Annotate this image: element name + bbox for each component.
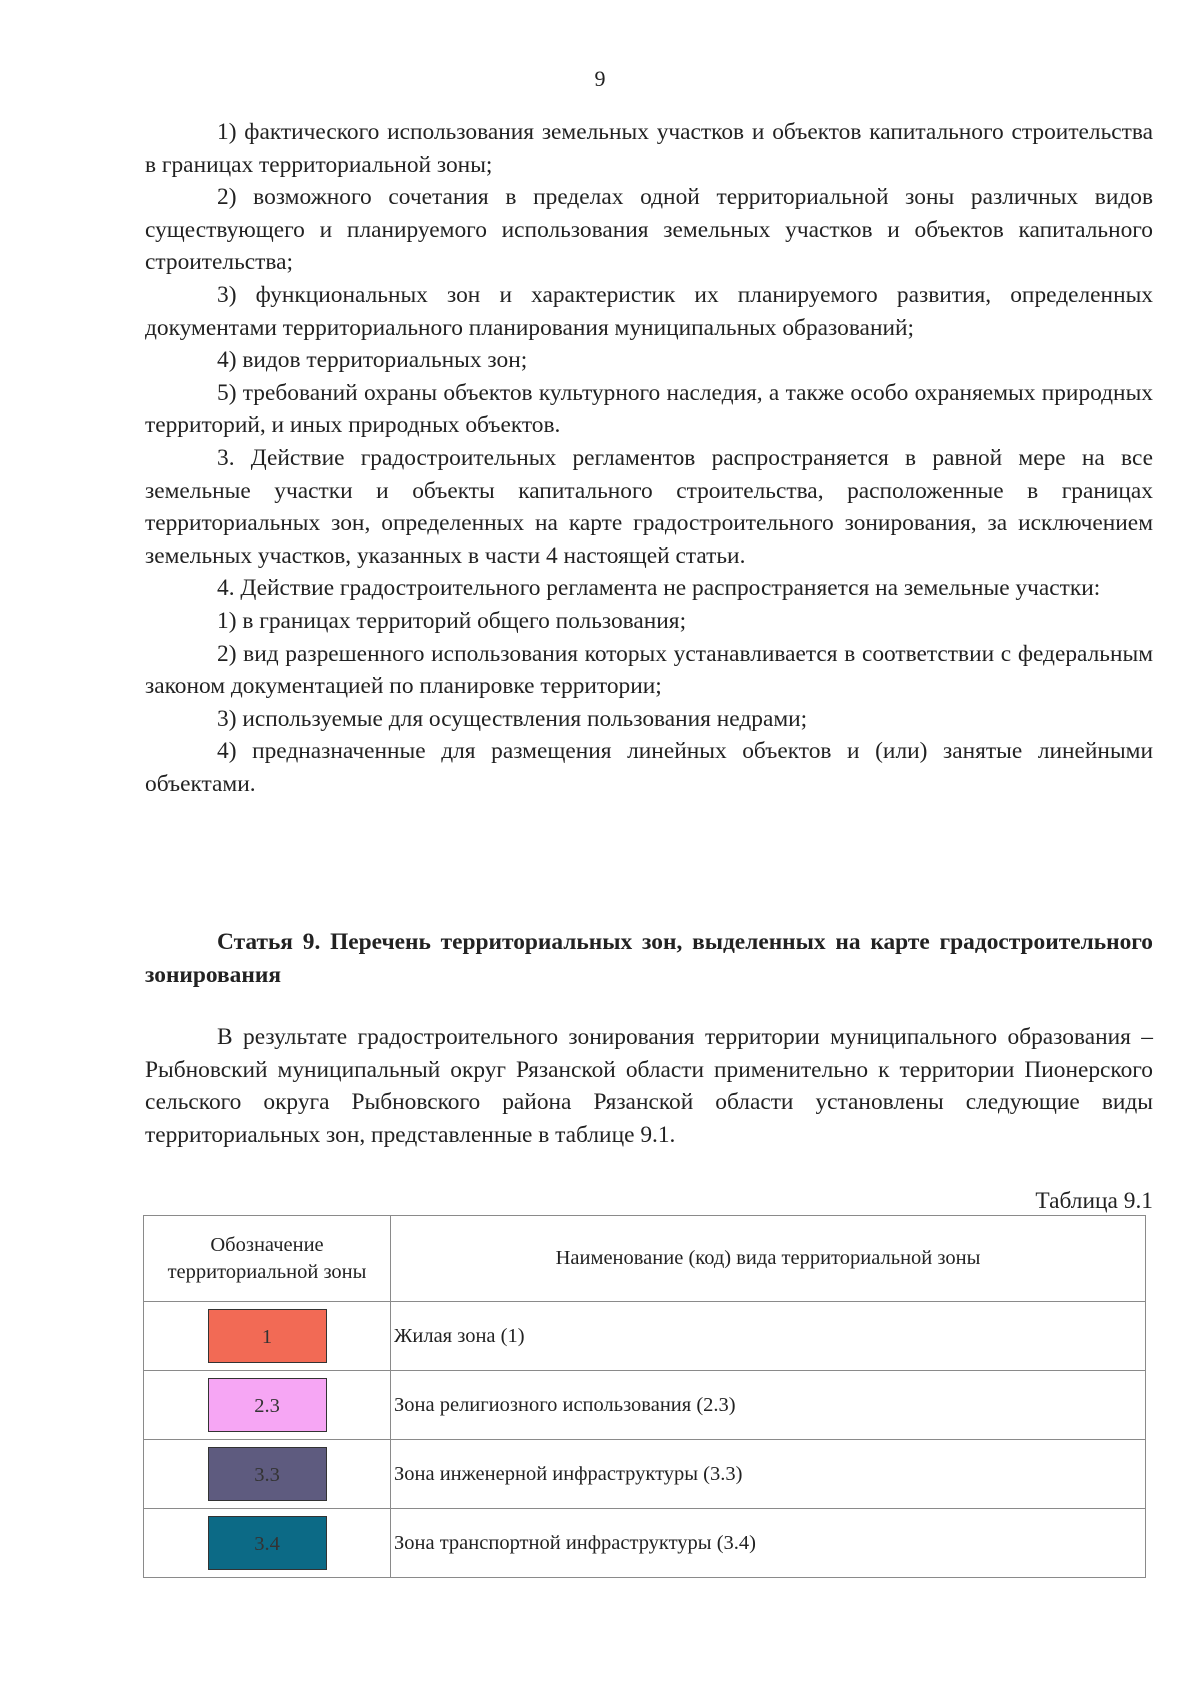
table-row: [144, 1371, 1146, 1440]
page-number: 9: [594, 66, 606, 91]
header-code: Обозначение территориальной зоны: [144, 1216, 391, 1302]
zone-code-cell: [144, 1440, 391, 1509]
table-header-row: [144, 1216, 1146, 1302]
zone-swatch-3-4: 3.4: [208, 1516, 327, 1570]
article-heading: Статья 9. Перечень территориальных зон, выделенных на карте градостроительного зонирования: [145, 929, 1153, 988]
list-item: 2) вид разрешенного использования которых устанавливается в соответствии с федеральным законом документацией по планировке территории;: [145, 640, 1153, 700]
list-item: 2) возможного сочетания в пределах одной территориальной зоны различных видов существующего и планируемого использования земельных участков и объектов капитального строительства;: [145, 184, 1153, 276]
zone-name: Зона инженерной инфраструктуры (3.3): [391, 1440, 1146, 1509]
list-item: 1) в границах территорий общего пользования;: [217, 607, 687, 634]
zone-code-cell: [144, 1509, 391, 1578]
list-item: 3) используемые для осуществления пользования недрами;: [217, 705, 808, 732]
table-row: [144, 1440, 1146, 1509]
table-row: [144, 1509, 1146, 1578]
paragraph: 4. Действие градостроительного регламента не распространяется на земельные участки:: [217, 575, 1101, 602]
zone-swatch-2-3: 2.3: [208, 1378, 327, 1432]
zone-swatch-1: 1: [208, 1309, 327, 1363]
zone-code-cell: [144, 1371, 391, 1440]
list-item: 4) предназначенные для размещения линейных объектов и (или) занятые линейными объектами.: [145, 738, 1153, 797]
zone-name: Зона религиозного использования (2.3): [391, 1371, 1146, 1440]
list-item: 3) функциональных зон и характеристик их планируемого развития, определенных документами территориального планирования муниципальных образований;: [145, 281, 1153, 341]
body-text: [145, 116, 1153, 800]
header-name: Наименование (код) вида территориальной зоны: [391, 1216, 1146, 1302]
list-item: 1) фактического использования земельных участков и объектов капитального строительства в границах территориальной зоны;: [145, 119, 1153, 178]
zone-swatch-3-3: 3.3: [208, 1447, 327, 1501]
zone-name: Зона транспортной инфраструктуры (3.4): [391, 1509, 1146, 1578]
list-item: 4) видов территориальных зон;: [217, 347, 528, 374]
zones-table: [143, 1215, 1146, 1578]
table-caption: Таблица 9.1: [1035, 1188, 1153, 1214]
paragraph: 3. Действие градостроительных регламентов распространяется в равной мере на все земельные участки и объекты капитального строительства, расположенные в границах территориальных зон, определенных на карте градостроительного зонирования, за исключением земельных участков, указанных в части 4 настоящей статьи.: [145, 444, 1153, 569]
table-row: [144, 1302, 1146, 1371]
zone-code-cell: [144, 1302, 391, 1371]
zone-name: Жилая зона (1): [391, 1302, 1146, 1371]
article-intro: В результате градостроительного зонирования территории муниципального образования – Рыбновский муниципальный округ Рязанской области применительно к территории Пионерского сельского округа Рыбновского района Рязанской области установлены следующие виды территориальных зон, представленные в таблице 9.1.: [145, 1024, 1153, 1148]
list-item: 5) требований охраны объектов культурного наследия, а также особо охраняемых природных территорий, и иных природных объектов.: [145, 379, 1153, 439]
